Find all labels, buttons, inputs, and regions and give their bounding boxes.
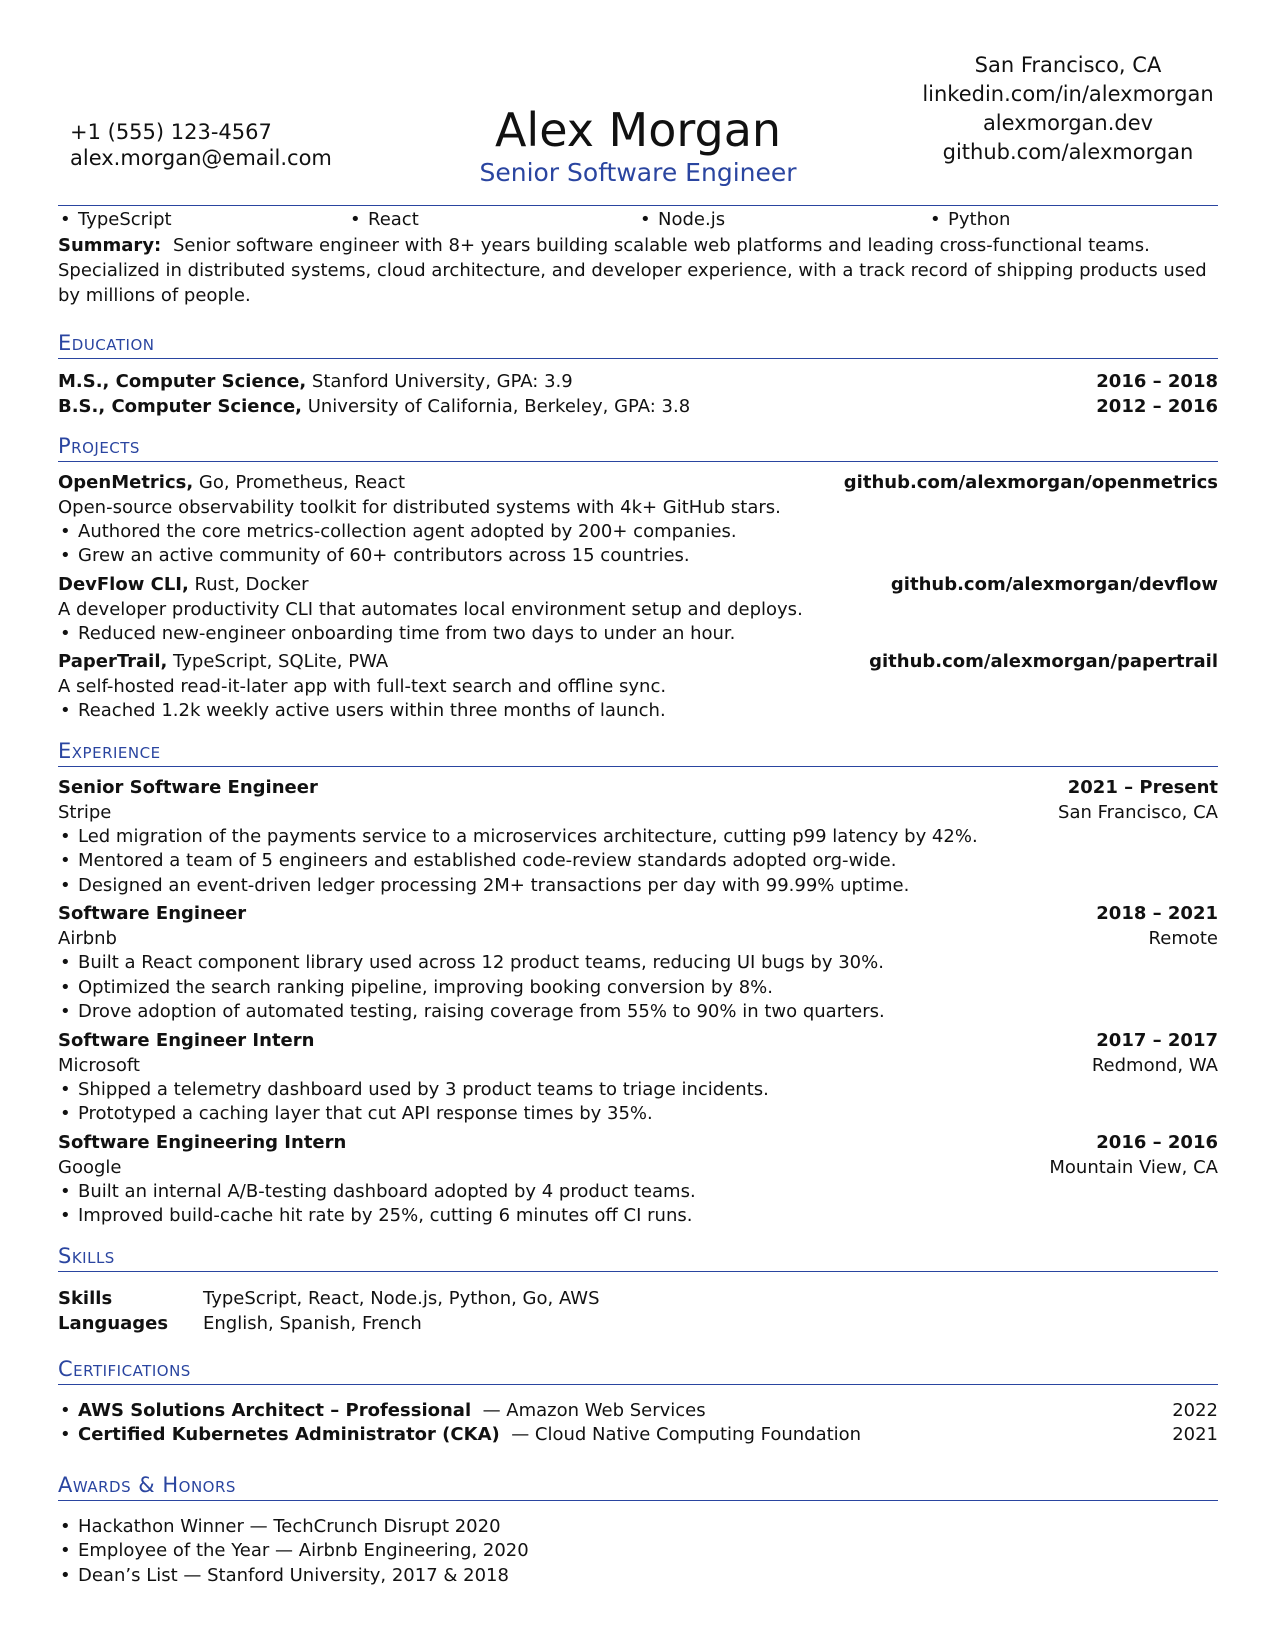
job-dates: 2016 – 2016 xyxy=(1096,1131,1218,1153)
job-bullet: • Built a React component library used across 12 product teams, reducing UI bugs by 30%. xyxy=(58,951,1218,976)
job-bullet: • Built an internal A/B-testing dashboard adopted by 4 product teams. xyxy=(58,1180,1218,1205)
top-skills-list xyxy=(58,208,1218,233)
certification-name: AWS Solutions Architect – Professional xyxy=(78,1399,472,1421)
job-bullet: • Shipped a telemetry dashboard used by 3 product teams to triage incidents. xyxy=(58,1078,1218,1103)
certification-entry xyxy=(58,1399,1218,1424)
job-location: Redmond, WA xyxy=(1091,1054,1218,1076)
project-description: A developer productivity CLI that automates local environment setup and deploys. xyxy=(58,598,803,620)
education-entry xyxy=(58,369,1218,394)
resume-header xyxy=(58,0,1218,205)
job-location: San Francisco, CA xyxy=(1058,801,1218,823)
degree: B.S., Computer Science, xyxy=(58,395,302,417)
section-title-projects: Projects xyxy=(58,433,1218,462)
location: San Francisco, CA xyxy=(974,53,1162,77)
certifications-section xyxy=(58,1399,1218,1448)
top-skill-item: • Python xyxy=(928,208,1218,233)
experience-entry xyxy=(58,1028,1218,1127)
section-title-experience: Experience xyxy=(58,738,1218,767)
certification-issuer: — Cloud Native Computing Foundation xyxy=(511,1424,862,1445)
project-tech: TypeScript, SQLite, PWA xyxy=(167,651,389,672)
job-location: Mountain View, CA xyxy=(1049,1156,1218,1178)
project-link[interactable]: github.com/alexmorgan/openmetrics xyxy=(843,471,1218,493)
project-bullet: • Grew an active community of 60+ contributors across 15 countries. xyxy=(58,544,1218,569)
job-company: Microsoft xyxy=(58,1054,140,1076)
job-bullet: • Prototyped a caching layer that cut API response times by 35%. xyxy=(58,1102,1218,1127)
summary-label: Summary: xyxy=(58,234,162,256)
job-bullet: • Drove adoption of automated testing, raising coverage from 55% to 90% in two quarters. xyxy=(58,1000,1218,1025)
project-name: DevFlow CLI, xyxy=(58,573,189,595)
job-bullet: • Designed an event-driven ledger processing 2M+ transactions per day with 99.99% uptime. xyxy=(58,874,1218,899)
job-role: Software Engineer Intern xyxy=(58,1029,315,1051)
project-link[interactable]: github.com/alexmorgan/devflow xyxy=(890,573,1218,595)
github-link[interactable]: github.com/alexmorgan xyxy=(942,140,1194,164)
experience-section xyxy=(58,775,1218,1229)
top-skill-item: • React xyxy=(348,208,638,233)
award-item: • Hackathon Winner — TechCrunch Disrupt 2020 xyxy=(58,1515,1218,1540)
email[interactable]: alex.morgan@email.com xyxy=(70,146,332,170)
school: University of California, Berkeley, GPA: 3.8 xyxy=(302,395,691,417)
job-dates: 2018 – 2021 xyxy=(1096,903,1218,924)
job-company: Google xyxy=(58,1156,122,1178)
certification-entry xyxy=(58,1423,1218,1448)
certification-issuer: — Amazon Web Services xyxy=(482,1399,706,1421)
project-name: OpenMetrics, xyxy=(58,471,194,493)
languages-value: English, Spanish, French xyxy=(203,1312,422,1334)
experience-entry xyxy=(58,775,1218,899)
project-name: PaperTrail, xyxy=(58,651,168,672)
education-section xyxy=(58,369,1218,419)
section-title-skills: Skills xyxy=(58,1243,1218,1272)
job-bullet: • Improved build-cache hit rate by 25%, cutting 6 minutes off CI runs. xyxy=(58,1204,1218,1229)
project-entry xyxy=(58,649,1218,724)
summary xyxy=(58,233,1218,308)
job-company: Airbnb xyxy=(58,928,117,949)
header-divider xyxy=(58,205,1218,206)
languages-label: Languages xyxy=(58,1312,169,1334)
degree: M.S., Computer Science, xyxy=(58,370,307,392)
project-description: Open-source observability toolkit for distributed systems with 4k+ GitHub stars. xyxy=(58,496,781,518)
award-item: • Dean’s List — Stanford University, 2017 & 2018 xyxy=(58,1564,1218,1589)
job-company: Stripe xyxy=(58,801,112,823)
job-dates: 2021 – Present xyxy=(1067,776,1218,798)
experience-entry xyxy=(58,1130,1218,1229)
education-dates: 2016 – 2018 xyxy=(1096,370,1218,392)
awards-section xyxy=(58,1515,1218,1589)
skills-value: TypeScript, React, Node.js, Python, Go, AWS xyxy=(203,1287,600,1309)
job-bullet: • Mentored a team of 5 engineers and established code-review standards adopted org-wide. xyxy=(58,849,1218,874)
project-link[interactable]: github.com/alexmorgan/papertrail xyxy=(869,651,1218,672)
candidate-title: Senior Software Engineer xyxy=(479,158,797,187)
project-bullet: • Authored the core metrics-collection agent adopted by 200+ companies. xyxy=(58,520,1218,545)
job-bullet: • Led migration of the payments service to a microservices architecture, cutting p99 latency by 42%. xyxy=(58,825,1218,850)
project-tech: Go, Prometheus, React xyxy=(193,471,406,493)
project-entry xyxy=(58,470,1218,569)
linkedin-link[interactable]: linkedin.com/in/alexmorgan xyxy=(922,82,1214,106)
job-bullet: • Optimized the search ranking pipeline, improving booking conversion by 8%. xyxy=(58,976,1218,1001)
job-role: Senior Software Engineer xyxy=(58,776,318,798)
award-item: • Employee of the Year — Airbnb Engineering, 2020 xyxy=(58,1539,1218,1564)
section-title-awards: Awards & Honors xyxy=(58,1472,1218,1501)
certification-year: 2021 xyxy=(1172,1424,1218,1445)
projects-section xyxy=(58,470,1218,724)
school: Stanford University, GPA: 3.9 xyxy=(306,370,573,392)
job-dates: 2017 – 2017 xyxy=(1096,1029,1218,1051)
contact-right xyxy=(918,51,1218,167)
job-role: Software Engineer xyxy=(58,903,247,924)
phone: +1 (555) 123-4567 xyxy=(70,120,272,144)
job-location: Remote xyxy=(1148,928,1218,949)
project-bullet: • Reduced new-engineer onboarding time from two days to under an hour. xyxy=(58,622,1218,647)
website-link[interactable]: alexmorgan.dev xyxy=(982,111,1154,135)
education-entry xyxy=(58,394,1218,419)
project-bullet: • Reached 1.2k weekly active users within three months of launch. xyxy=(58,699,1218,724)
job-role: Software Engineering Intern xyxy=(58,1131,347,1153)
project-description: A self-hosted read-it-later app with full-text search and offline sync. xyxy=(58,676,667,697)
section-title-certifications: Certifications xyxy=(58,1356,1218,1385)
candidate-name: Alex Morgan xyxy=(494,103,782,157)
summary-text: Senior software engineer with 8+ years building scalable web platforms and leading cross-functional teams. Specialized in distributed systems, cloud architecture, and developer experience, with a track record of shipping products used by millions of people. xyxy=(58,234,1207,306)
top-skill-item: • TypeScript xyxy=(58,208,348,233)
certification-name: Certified Kubernetes Administrator (CKA) xyxy=(78,1424,500,1445)
education-dates: 2012 – 2016 xyxy=(1096,395,1218,417)
certification-year: 2022 xyxy=(1172,1399,1218,1421)
project-entry xyxy=(58,572,1218,647)
experience-entry xyxy=(58,901,1218,1025)
resume-page xyxy=(58,0,1218,1588)
top-skill-item: • Node.js xyxy=(638,208,928,233)
skills-section xyxy=(58,1286,1218,1336)
section-title-education: Education xyxy=(58,330,1218,359)
skills-label: Skills xyxy=(58,1287,113,1309)
project-tech: Rust, Docker xyxy=(188,573,309,595)
